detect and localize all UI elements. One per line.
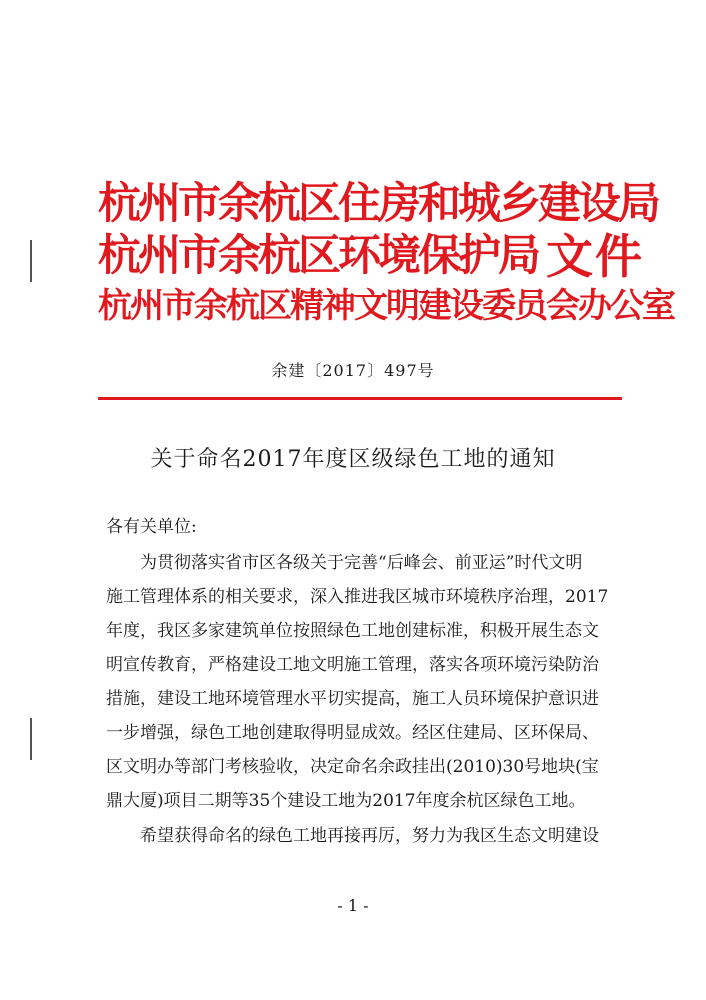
notice-title: 关于命名2017年度区级绿色工地的通知 [150, 447, 556, 472]
binding-mark-bottom [30, 718, 32, 760]
body-line: 年度，我区多家建筑单位按照绿色工地创建标准，积极开展生态文 [106, 621, 599, 641]
document-type-label: 文件 [546, 230, 644, 285]
body-line: 希望获得命名的绿色工地再接再厉，努力为我区生态文明建设 [106, 826, 599, 846]
issuer-name-2: 杭州市余杭区环境保护局 [98, 231, 538, 281]
body-line: 施工管理体系的相关要求，深入推进我区城市环境秩序治理，2017 [106, 587, 609, 607]
body-paragraph-2 [106, 819, 616, 853]
red-divider-line [98, 397, 622, 400]
body-line: 措施，建设工地环境管理水平切实提高，施工人员环境保护意识进 [106, 689, 599, 709]
body-paragraph-1 [106, 546, 616, 818]
document-header [98, 170, 674, 340]
page-number: - 1 - [337, 896, 369, 915]
body-line: 区文明办等部门考核验收，决定命名余政挂出(2010)30号地块(宝 [106, 757, 599, 777]
body-line: 明宣传教育，严格建设工地文明施工管理，落实各项环境污染防治 [106, 655, 599, 675]
body-line: 一步增强，绿色工地创建取得明显成效。经区住建局、区环保局、 [106, 723, 599, 743]
body-line: 为贯彻落实省市区各级关于完善“后峰会、前亚运”时代文明 [106, 553, 583, 573]
document-number: 余建〔2017〕497号 [271, 361, 435, 380]
body-line: 鼎大厦)项目二期等35个建设工地为2017年度余杭区绿色工地。 [106, 791, 586, 811]
issuer-name-1: 杭州市余杭区住房和城乡建设局 [98, 179, 658, 229]
binding-mark-top [30, 240, 32, 282]
issuer-name-3: 杭州市余杭区精神文明建设委员会办公室 [98, 286, 674, 326]
salutation: 各有关单位: [106, 517, 197, 537]
